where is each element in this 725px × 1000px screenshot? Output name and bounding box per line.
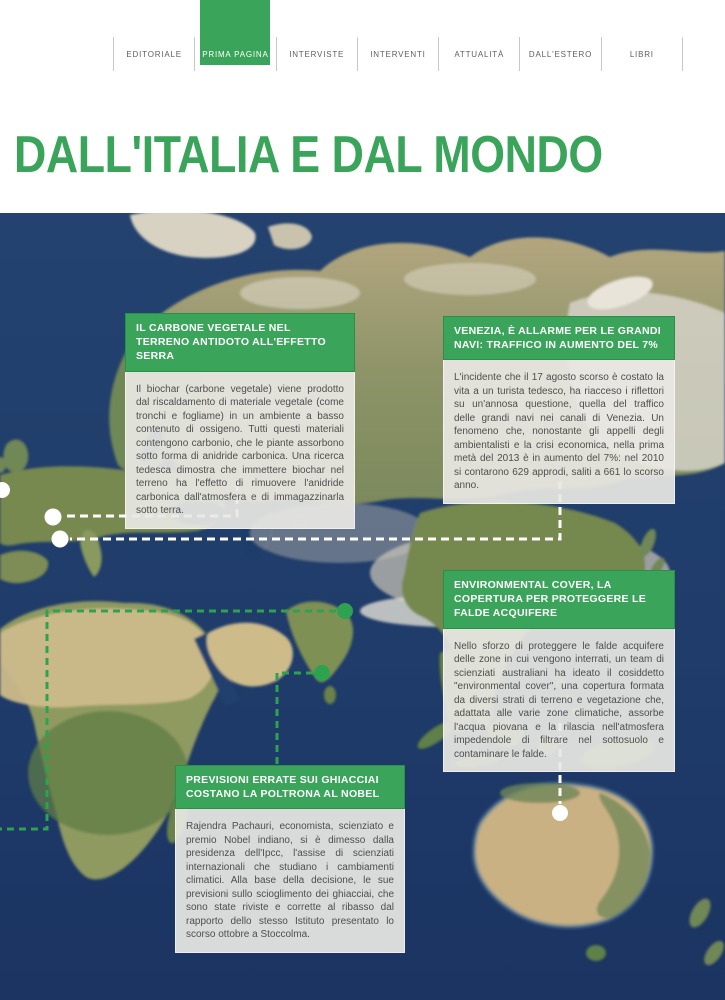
tab-label: INTERVENTI: [370, 49, 426, 59]
article-venezia-grandi-navi: [443, 316, 675, 504]
page-title: DALL'ITALIA E DAL MONDO: [14, 126, 603, 184]
article-carbone-vegetale: [125, 313, 355, 529]
article-body: L'incidente che il 17 agosto scorso è costato la vita a un turista tedesco, ha riacceso i riflettori su un'annosa questione, quella del traffico delle grandi navi nei canali di Venezia. Un fenomeno che, nonostante gli appelli degli ambientalisti e la crisi economica, nella prima metà del 2013 è in aumento del 7%: nel 2010 si contarono 629 approdi, saliti a 661 lo scorso anno.: [443, 360, 675, 504]
tab-label: LIBRI: [629, 49, 654, 59]
tab-label: INTERVISTE: [289, 49, 345, 59]
article-title: PREVISIONI ERRATE SUI GHIACCIAI COSTANO LA POLTRONA AL NOBEL: [175, 765, 405, 809]
tab-attualita[interactable]: [439, 37, 520, 71]
article-body: Nello sforzo di proteggere le falde acquifere delle zone in cui vengono interrati, un team di scienziati australiani ha ideato il cosiddetto "environmental cover", una copertura formata da diversi strati di terreno e vegetazione che, adattata alle varie zone climatiche, assorbe l'acqua piovana e la rilascia nell'atmosfera impedendole di filtrare nel sottosuolo e contaminare le falde.: [443, 629, 675, 773]
map-marker-australia: [552, 805, 568, 821]
top-nav: [113, 37, 683, 71]
tab-dallestero[interactable]: [520, 37, 601, 71]
tab-label: PRIMA PAGINA: [202, 49, 269, 59]
tab-prima-pagina[interactable]: [195, 37, 276, 71]
tab-label: DALL'ESTERO: [528, 49, 593, 59]
article-previsioni-ghiacciai: [175, 765, 405, 953]
map-marker-north-india: [337, 603, 353, 619]
article-title: IL CARBONE VEGETALE NEL TERRENO ANTIDOTO ALL'EFFETTO SERRA: [125, 313, 355, 372]
article-body: Rajendra Pachauri, economista, scienziato e premio Nobel indiano, si è dimesso dalla presidenza dell'Ipcc, l'assise di scienziati internazionali che studiano i cambiamenti climatici. Alla base della decisione, le sue previsioni sullo scioglimento dei ghiacciai, che sono state riviste e corrette al ribasso dal rapporto dello stesso Istituto presentato lo scorso ottobre a Stoccolma.: [175, 809, 405, 953]
article-environmental-cover: [443, 570, 675, 772]
tab-interviste[interactable]: [277, 37, 358, 71]
article-title: VENEZIA, È ALLARME PER LE GRANDI NAVI: TRAFFICO IN AUMENTO DEL 7%: [443, 316, 675, 360]
tab-libri[interactable]: [602, 37, 683, 71]
map-marker-north-italy: [52, 531, 69, 548]
map-marker-south-india: [314, 665, 330, 681]
tab-label: EDITORIALE: [126, 49, 182, 59]
tab-editoriale[interactable]: [114, 37, 195, 71]
article-body: Il biochar (carbone vegetale) viene prodotto dal riscaldamento di materiale vegetale (come tronchi e fogliame) in un ambiente a basso contenuto di ossigeno. Tutti questi materiali contengono carbonio, che le piante assorbono sotto forma di anidride carbonica. Una ricerca tedesca dimostra che immettere biochar nel terreno ha l'effetto di rimuovere l'anidride carbonica dall'atmosfera e di immagazzinarla sotto terra.: [125, 372, 355, 529]
article-title: ENVIRONMENTAL COVER, LA COPERTURA PER PROTEGGERE LE FALDE ACQUIFERE: [443, 570, 675, 629]
tab-interventi[interactable]: [358, 37, 439, 71]
tab-label: ATTUALITÀ: [454, 49, 505, 59]
map-marker-germany: [45, 509, 62, 526]
